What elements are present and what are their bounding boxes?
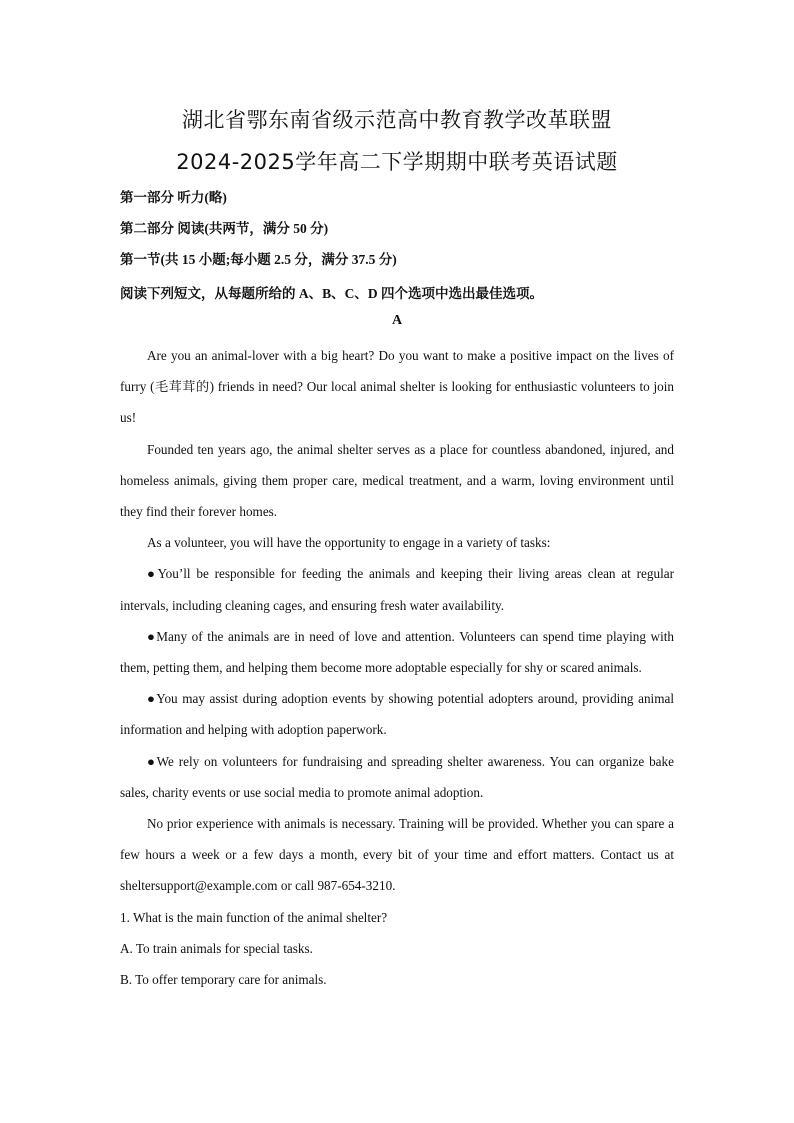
passage-body	[120, 340, 674, 995]
question-stem: 1. What is the main function of the animal shelter?	[120, 909, 388, 925]
passage-paragraph: As a volunteer, you will have the opportunity to engage in a variety of tasks:	[147, 535, 551, 551]
passage-bullet: ●We rely on volunteers for fundraising and spreading shelter awareness. You can organize bake sales, charity events or use social media to promote animal adoption.	[120, 753, 674, 800]
question-option-a: A. To train animals for special tasks.	[120, 940, 313, 956]
passage-paragraph: Founded ten years ago, the animal shelter serves as a place for countless abandoned, injured, and homeless animals, giving them proper care, medical treatment, and a warm, loving environment until they find their forever homes.	[120, 441, 674, 520]
passage-bullet: ●You’ll be responsible for feeding the animals and keeping their living areas clean at regular intervals, including cleaning cages, and ensuring fresh water availability.	[120, 566, 674, 613]
reading-instruction: 阅读下列短文，从每题所给的 A、B、C、D 四个选项中选出最佳选项。	[120, 286, 544, 301]
passage-label: A	[391, 313, 403, 328]
passage-bullet: ●You may assist during adoption events by showing potential adopters around, providing animal information and helping with adoption paperwork.	[120, 691, 674, 738]
part2-heading: 第二部分 阅读(共两节，满分 50 分)	[120, 221, 329, 236]
passage-bullet: ●Many of the animals are in need of love and attention. Volunteers can spend time playing with them, petting them, and helping them become more adoptable especially for shy or scared animals.	[120, 628, 674, 676]
passage-paragraph: No prior experience with animals is necessary. Training will be provided. Whether you can spare a few hours a week or a few days a month, every bit of your time and effort matters. Contact us at sheltersupport@example.com or call 987-654-3210.	[120, 816, 674, 894]
part1-heading: 第一部分 听力(略)	[120, 190, 227, 205]
question-option-b: B. To offer temporary care for animals.	[120, 972, 327, 988]
document-title-line2: 2024-2025学年高二下学期期中联考英语试题	[176, 150, 618, 174]
section1-heading: 第一节(共 15 小题;每小题 2.5 分，满分 37.5 分)	[120, 252, 397, 267]
document-title-line1: 湖北省鄂东南省级示范高中教育教学改革联盟	[182, 108, 612, 132]
passage-paragraph: Are you an animal-lover with a big heart? Do you want to make a positive impact on the lives of furry (毛茸茸的) friends in need? Our local animal shelter is looking for enthusiastic volunteers to join us!	[120, 348, 674, 426]
